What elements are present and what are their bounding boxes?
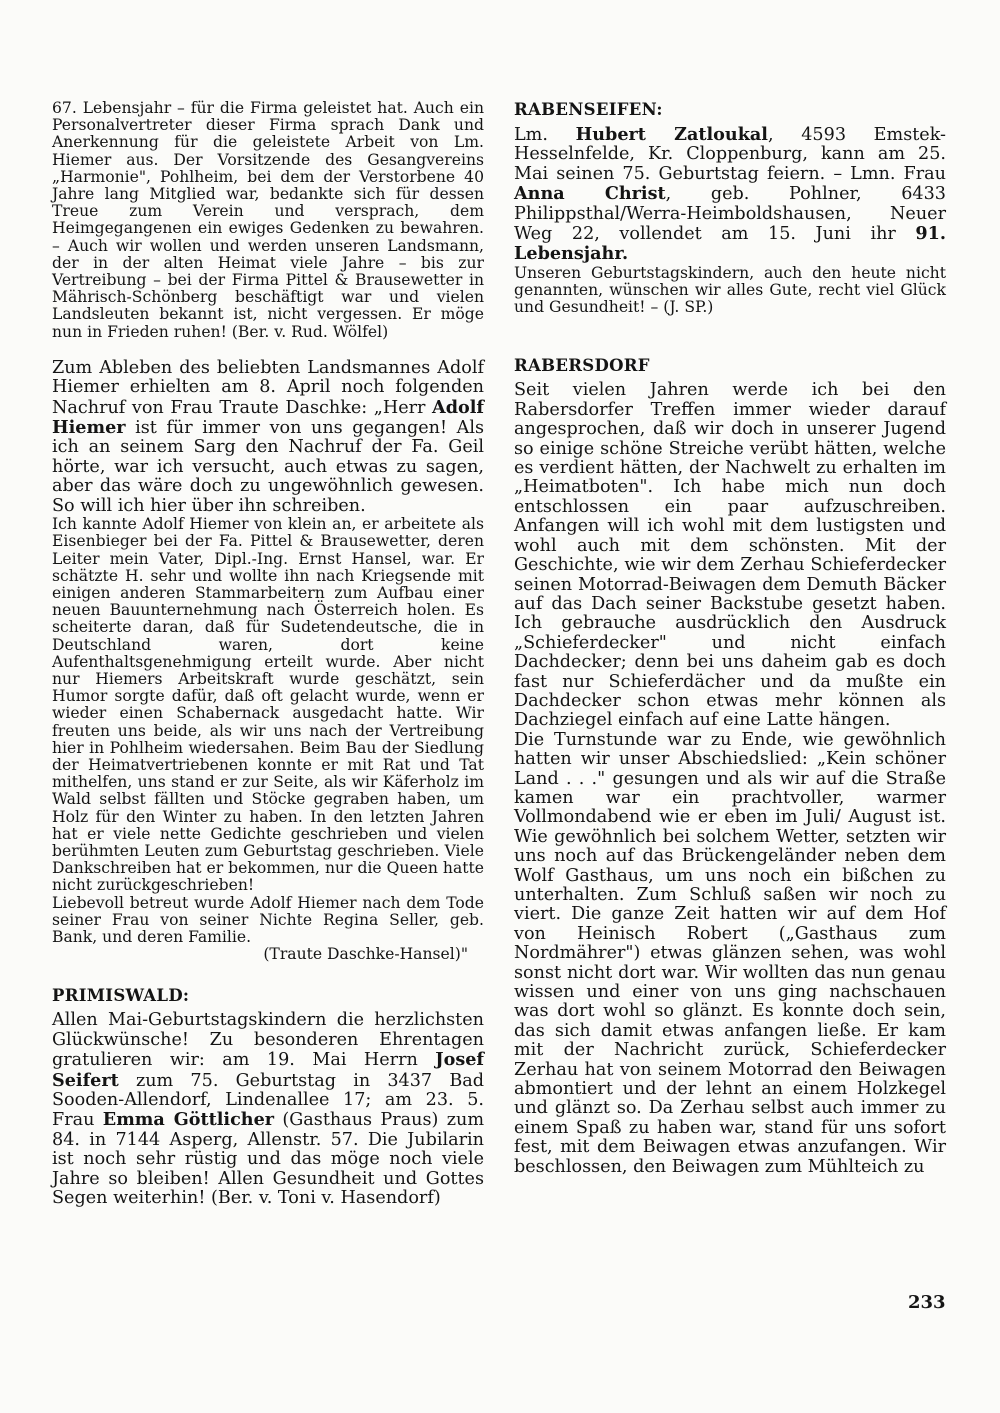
- nachruf-signature: (Traute Daschke-Hansel)": [263, 945, 468, 964]
- nachruf-intro: [52, 359, 484, 516]
- rabenseifen-paragraph: [514, 125, 946, 265]
- primiswald-text-3: (Gasthaus Praus) zum 84. in 7144 Asperg, Allenstr. 57. Die Jubilarin ist noch sehr rüstig und das möge noch viele Jahre so bleiben! Allen Gesundheit und Gottes Segen weiterhin! (Ber. v. Toni v. Hasendorf): [52, 1110, 484, 1209]
- rabenseifen-text-1: Lm.: [514, 125, 576, 145]
- rabenseifen-bold-3: 91. Lebensjahr.: [514, 223, 946, 265]
- rabenseifen-text-3: , geb. Pohlner, 6433 Philippsthal/Werra-Heimboldshausen, Neuer Weg 22, vollendet am 15. Juni ihr: [514, 184, 946, 245]
- primiswald-paragraph: [52, 1011, 484, 1208]
- primiswald-name-2: Emma Göttlicher: [102, 1109, 275, 1131]
- primiswald-text-2: zum 75. Geburtstag in 3437 Bad Sooden-Allendorf, Lindenallee 17; am 23. 5. Frau: [52, 1070, 484, 1131]
- rabersdorf-paragraph-2: Die Turnstunde war zu Ende, wie gewöhnlich hatten wir unser Abschiedslied: „Kein schöner Land . . ." gesungen und als wir auf die Straße kamen war ein prachtvoller, warmer Vollmondabend wie er eben im Juli/ August ist. Wie gewöhnlich bei solchem Wetter, setzten wir uns noch auf das Brückengeländer neben dem Wolf Gasthaus, um uns noch ein bißchen zu unterhalten. Zum Schluß saßen wir noch zu viert. Die ganze Zeit hatten wir auf dem Hof von Heinisch Robert („Gasthaus zum Nordmährer") etwas glänzen sehen, was wohl sonst nicht dort war. Wir wollten das nun genau wissen und einer von uns ging nachschauen was dort wohl so glänzt. Es konnte doch sein, das sich damit etwas anfangen ließe. Er kam mit der Nachricht zurück, Schieferdecker Zerhau hat von seinem Motorrad den Beiwagen abmontiert und der lehnt an einem Holzkegel und glänzt so. Da Zerhau selbst auch immer zu einem Spaß zu haben war, stand für uns sofort fest, mit dem Beiwagen etwas anzufangen. Wir beschlossen, den Beiwagen zum Mühlteich zu: [514, 729, 946, 1177]
- nachruf-end: Liebevoll betreut wurde Adolf Hiemer nach dem Tode seiner Frau von seiner Nichte Regina Seller, geb. Bank, und deren Familie.: [52, 893, 484, 946]
- section-heading-rabersdorf: RABERSDORF: [514, 356, 650, 376]
- primiswald-text-1: Allen Mai-Geburtstagskindern die herzlichsten Glückwünsche! Zu besonderen Ehrentagen gratulieren wir: am 19. Mai Herrn: [52, 1010, 484, 1071]
- nachruf-intro-before: Zum Ableben des beliebten Landsmannes Adolf Hiemer erhielten am 8. April noch folgenden Nachruf von Frau Traute Daschke: „Herr: [52, 357, 484, 418]
- left-column: [52, 100, 484, 1208]
- nachruf-body: Ich kannte Adolf Hiemer von klein an, er arbeitete als Eisenbieger bei der Fa. Pittel & Brausewetter, deren Leiter mein Vater, Dipl.-Ing. Ernst Hansel, war. Er schätzte H. sehr und wollte ihn nach Kriegsende mit einigen anderen Stammarbeitern zum Aufbau einer neuen Bauunternehmung nach Österreich holen. Es scheiterte daran, daß für Sudetendeutsche, die in Deutschland waren, dort keine Aufenthaltsgenehmigung erteilt wurde. Aber nicht nur Hiemers Arbeitskraft wurde geschätzt, sein Humor sorgte dafür, daß oft gelacht wurde, wenn er wieder einen Schabernack ausgedacht hatte. Wir freuten uns beide, als wir uns nach der Vertreibung hier in Pohlheim wiedersahen. Beim Bau der Siedlung der Heimatvertriebenen konnte er mit Rat und Tat mithelfen, uns stand er zur Seite, als wir Käferholz im Wald selbst fällten und Stöcke gegraben haben, um Holz für den Winter zu haben. In den letzten Jahren hat er viele nette Gedichte geschrieben und vielen berühmten Leuten zum Geburtstag geschrieben. Viele Dankschreiben hat er bekommen, nur die Queen hatte nicht zurückgeschrieben!: [52, 515, 484, 895]
- rabersdorf-paragraph-1: Seit vielen Jahren werde ich bei den Rabersdorfer Treffen immer wieder darauf angesprochen, daß wir doch in unserer Jugend so einige schöne Streiche verübt hätten, welche es verdient hätten, der Nachwelt zu erhalten im „Heimatboten". Ich habe mich nun doch entschlossen ein paar aufzuschreiben. Anfangen will ich wohl mit dem lustigsten und wohl auch mit dem schönsten. Mit der Geschichte, wie wir dem Zerhau Schieferdecker seinen Motorrad-Beiwagen dem Demuth Bäcker auf das Dach seiner Backstube gesetzt haben. Ich gebrauche ausdrücklich den Ausdruck „Schieferdecker" und nicht einfach Dachdecker; denn bei uns daheim gab es doch fast nur Schieferdächer und da mußte ein Dachdecker schon etwas mehr können als Dachziegel einfach auf eine Latte hängen.: [514, 380, 946, 731]
- rabenseifen-name-2: Anna Christ: [514, 183, 666, 205]
- nachruf-intro-name: Adolf Hiemer: [52, 396, 484, 439]
- section-heading-primiswald: PRIMISWALD:: [52, 986, 190, 1006]
- section-heading-rabenseifen: RABENSEIFEN:: [514, 100, 663, 119]
- rabenseifen-name-1: Hubert Zatloukal: [575, 124, 768, 145]
- right-column: [514, 100, 946, 1177]
- page-number: 233: [908, 1292, 946, 1313]
- rabenseifen-text-2: , 4593 Emstek-Hesselnfelde, Kr. Cloppenburg, kann am 25. Mai seinen 75. Geburtstag feiern. – Lmn. Frau: [514, 125, 946, 184]
- primiswald-name-1: Josef Seifert: [52, 1049, 484, 1091]
- obituary-continuation: 67. Lebensjahr – für die Firma geleistet hat. Auch ein Personalvertreter dieser Firma sprach Dank und Anerkennung für die geleistete Arbeit von Lm. Hiemer aus. Der Vorsitzende des Gesangvereins „Harmonie", Pohlheim, bei dem der Verstorbene 40 Jahre lang Mitglied war, bedankte sich für dessen Treue zum Verein und versprach, dem Heimgegangenen ein ewiges Gedenken zu bewahren. – Auch wir wollen und werden unseren Landsmann, der in der alten Heimat viele Jahre – bis zur Vertreibung – bei der Firma Pittel & Brausewetter in Mährisch-Schönberg beschäftigt war und vielen Landsleuten bekannt ist, nicht vergessen. Er möge nun in Frieden ruhen! (Ber. v. Rud. Wölfel): [52, 99, 484, 341]
- rabenseifen-greeting: Unseren Geburtstagskindern, auch den heute nicht genannten, wünschen wir alles Gute, recht viel Glück und Gesundheit! – (J. SP.): [514, 263, 946, 317]
- nachruf-intro-after: ist für immer von uns gegangen! Als ich an seinem Sarg den Nachruf der Fa. Geil hörte, war ich versucht, auch etwas zu sagen, aber das wäre doch zu ungewöhnlich gewesen. So will ich hier über ihn schreiben.: [52, 418, 484, 516]
